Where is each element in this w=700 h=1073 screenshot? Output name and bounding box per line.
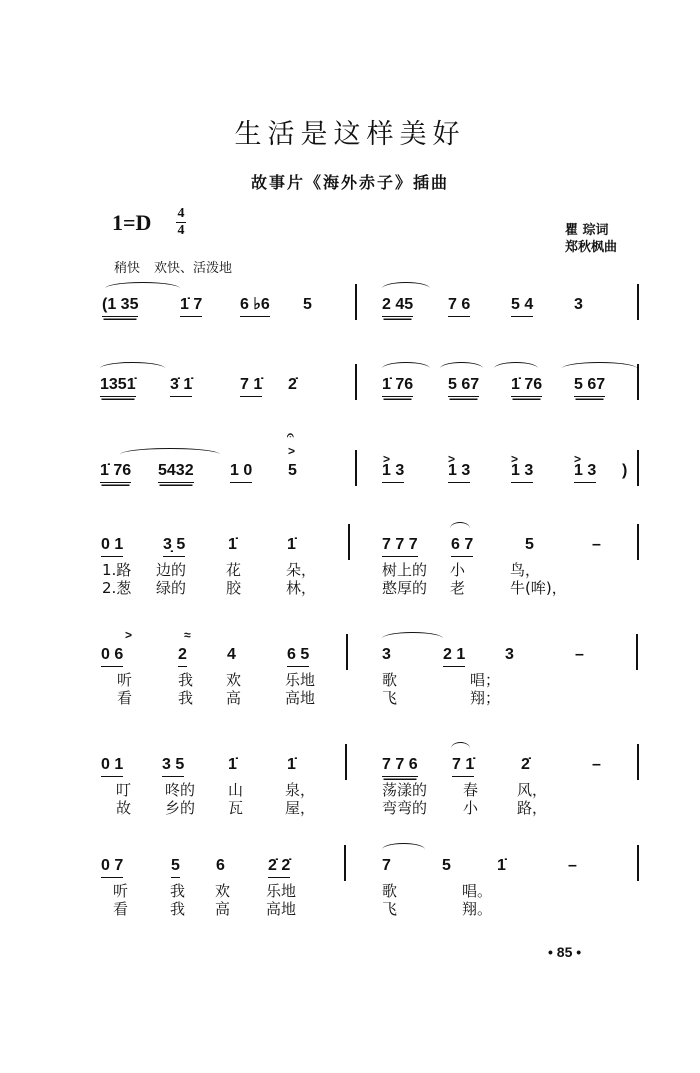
barline (348, 524, 350, 560)
page-number: • 85 • (548, 944, 582, 960)
accent-mark: > (383, 452, 391, 466)
note-group: 0 1 (101, 756, 123, 777)
note-group: 5 (288, 462, 297, 479)
song-title: 生活是这样美好 (234, 119, 466, 150)
note-group: – (592, 536, 601, 553)
lyric-word: 高地 (266, 900, 297, 918)
note-group: 3̣ 5 (163, 536, 185, 557)
note-group: 1 3 (382, 462, 404, 483)
lyric-word: 绿的 (156, 579, 187, 597)
lyric-word: 唱。 (462, 882, 493, 900)
lyric-word: 泉， (285, 781, 316, 799)
note-group: 3̇ 1̇ (170, 376, 192, 397)
note-group: 3 (382, 646, 391, 663)
slur-arc (494, 362, 538, 375)
note-group: 6 (216, 857, 225, 874)
note-group: 3 5 (162, 756, 184, 777)
lyric-word: 乡的 (165, 799, 196, 817)
note-group: 5 67 (574, 376, 605, 397)
lyric-word: 高 (215, 900, 231, 918)
barline (346, 634, 348, 670)
note-group: 5 (171, 857, 180, 878)
lyric-word: 小 (450, 561, 466, 579)
note-group: 7 (382, 857, 391, 874)
lyric-word: 飞 (382, 900, 398, 918)
note-group: 1̇ (228, 756, 237, 773)
note-group: 6 7 (451, 536, 473, 557)
lyric-word: 我 (178, 689, 194, 707)
fermata-mark: 𝄐 (287, 428, 294, 442)
note-group: 4 (227, 646, 236, 663)
note-group: 1 3 (448, 462, 470, 483)
note-group: 2 (178, 646, 187, 667)
note-group: 1 0 (230, 462, 252, 483)
note-group: 1 3 (511, 462, 533, 483)
barline (637, 450, 639, 486)
lyric-word: 胶 (226, 579, 242, 597)
note-group: 1̇ (228, 536, 237, 553)
barline (355, 364, 357, 400)
tremolo-mark: ≈ (184, 628, 191, 642)
accent-mark: > (574, 452, 582, 466)
lyric-word: 高地 (285, 689, 316, 707)
note-group: 2̇ 2̇ (268, 857, 290, 878)
note-group: 1̇ (497, 857, 506, 874)
note-group: 3 (505, 646, 514, 663)
note-group: 5 (303, 296, 312, 313)
note-group: 6 5 (287, 646, 309, 667)
lyric-word: 看 (113, 900, 129, 918)
note-group: 2 45 (382, 296, 413, 317)
lyric-word: 小 (463, 799, 479, 817)
lyricist: 瞿 琮词 (565, 223, 609, 238)
note-group: – (575, 646, 584, 663)
lyric-word: 林， (286, 579, 317, 597)
tempo-marking (114, 257, 246, 276)
accent-mark: > (125, 628, 133, 642)
lyric-word: 1.路 (102, 561, 132, 579)
accent-mark: > (511, 452, 519, 466)
lyric-word: 翔。 (462, 900, 493, 918)
note-group: 1̇ 76 (511, 376, 542, 397)
note-group: 5 67 (448, 376, 479, 397)
note-group: 0 1 (101, 536, 123, 557)
slur-arc (105, 282, 180, 295)
note-group: (1 35 (102, 296, 138, 317)
note-group: 0 6 (101, 646, 123, 667)
note-group: 5 4 (511, 296, 533, 317)
lyric-word: 乐地 (285, 671, 316, 689)
lyric-word: 春 (463, 781, 479, 799)
note-group: 0 7 (101, 857, 123, 878)
slur-arc (382, 843, 425, 856)
note-group: 2̇ (288, 376, 297, 393)
slur-arc (382, 282, 430, 295)
key-signature: 1=D (112, 210, 152, 235)
note-group: 5 (525, 536, 534, 553)
tempo-speed: 稍快 (114, 261, 141, 276)
note-group: – (568, 857, 577, 874)
time-signature (176, 207, 186, 238)
note-group: ) (622, 462, 628, 479)
note-group: 5 (442, 857, 451, 874)
note-group: 1351̇ (100, 376, 136, 397)
note-group: 1̇ 7 (180, 296, 202, 317)
accent-mark: > (448, 452, 456, 466)
lyric-word: 牛(哞)， (510, 579, 567, 597)
note-group: 1̇ 76 (100, 462, 131, 483)
barline (355, 284, 357, 320)
composer: 郑秋枫曲 (565, 240, 618, 255)
barline (345, 744, 347, 780)
lyric-word: 飞 (382, 689, 398, 707)
lyric-word: 老 (450, 579, 466, 597)
lyric-word: 高 (226, 689, 242, 707)
lyric-word: 屋， (285, 799, 316, 817)
note-group: 1̇ (287, 536, 296, 553)
lyric-word: 歌 (382, 671, 398, 689)
lyric-word: 荡漾的 (382, 781, 428, 799)
note-group: 7 6 (448, 296, 470, 317)
lyric-word: 看 (117, 689, 133, 707)
slur-arc (562, 362, 637, 375)
lyric-word: 歌 (382, 882, 398, 900)
barline (637, 744, 639, 780)
note-group: 2 1 (443, 646, 465, 667)
lyric-word: 弯弯的 (382, 799, 428, 817)
lyric-word: 我 (170, 900, 186, 918)
barline (344, 845, 346, 881)
lyric-word: 边的 (156, 561, 187, 579)
lyric-word: 风， (517, 781, 548, 799)
time-signature-top: 4 (177, 206, 185, 221)
lyric-word: 山 (228, 781, 244, 799)
note-group: 1̇ (287, 756, 296, 773)
lyric-word: 2.葱 (102, 579, 132, 597)
tempo-expression: 欢快、活泼地 (154, 261, 233, 276)
lyric-word: 欢 (226, 671, 242, 689)
lyric-word: 欢 (215, 882, 231, 900)
lyric-word: 叮 (116, 781, 132, 799)
lyric-word: 翔； (470, 689, 501, 707)
lyric-word: 路， (517, 799, 548, 817)
lyric-word: 憨厚的 (382, 579, 428, 597)
lyric-word: 咚的 (165, 781, 196, 799)
note-group: 7 1̇ (240, 376, 262, 397)
barline (637, 284, 639, 320)
note-group: 5432 (158, 462, 194, 483)
song-subtitle: 故事片《海外赤子》插曲 (250, 173, 449, 192)
slur-arc (120, 448, 220, 461)
barline (637, 364, 639, 400)
lyric-word: 瓦 (228, 799, 244, 817)
note-group: 6 ♭6 (240, 296, 270, 317)
note-group: 7 7 6 (382, 756, 418, 777)
note-group: – (592, 756, 601, 773)
lyric-word: 树上的 (382, 561, 428, 579)
lyric-word: 花 (226, 561, 242, 579)
barline (637, 845, 639, 881)
slur-arc (450, 522, 470, 535)
lyric-word: 唱； (470, 671, 501, 689)
note-group: 7 7 7 (382, 536, 418, 557)
slur-arc (440, 362, 483, 375)
note-group: 3 (574, 296, 583, 313)
note-group: 7 1̇ (452, 756, 474, 777)
note-group: 1 3 (574, 462, 596, 483)
note-group: 1̇ 76 (382, 376, 413, 397)
slur-arc (451, 742, 470, 755)
slur-arc (100, 362, 165, 375)
accent-mark: > (288, 444, 296, 458)
lyric-word: 故 (116, 799, 132, 817)
lyric-word: 我 (170, 882, 186, 900)
lyric-word: 我 (178, 671, 194, 689)
lyric-word: 听 (117, 671, 133, 689)
note-group: 2̇ (521, 756, 530, 773)
credits (565, 222, 617, 256)
barline (355, 450, 357, 486)
lyric-word: 鸟， (510, 561, 541, 579)
slur-arc (382, 362, 430, 375)
time-signature-bottom: 4 (177, 223, 185, 238)
lyric-word: 朵， (286, 561, 317, 579)
barline (637, 524, 639, 560)
lyric-word: 听 (113, 882, 129, 900)
slur-arc (382, 632, 443, 645)
barline (636, 634, 638, 670)
lyric-word: 乐地 (266, 882, 297, 900)
